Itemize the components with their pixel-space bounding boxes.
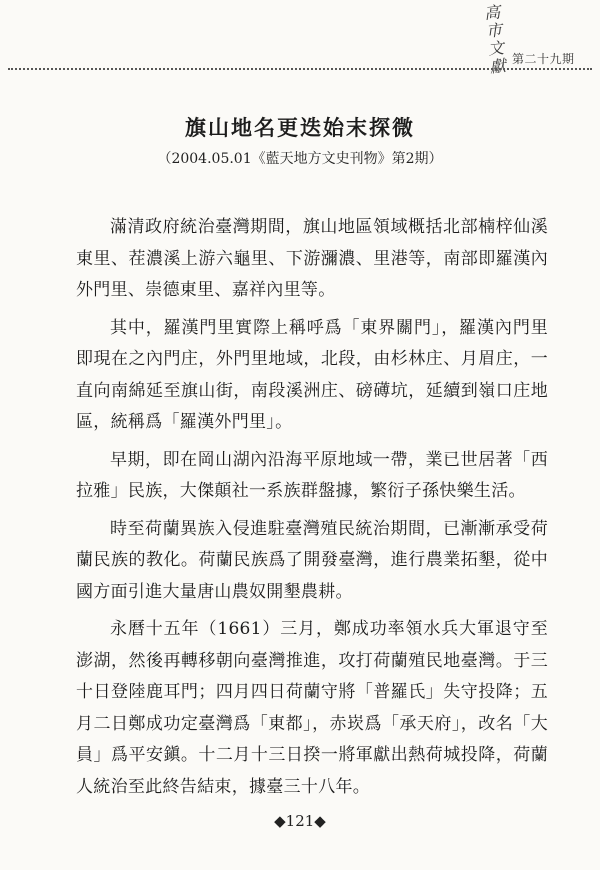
logo-char: 市	[485, 20, 503, 41]
logo-char: 文	[486, 38, 505, 59]
paragraph: 滿清政府統治臺灣期間，旗山地區領域概括北部楠梓仙溪東里、茬濃溪上游六龜里、下游瀰濃、里港等，南部即羅漢內外門里、崇德東里、嘉祥內里等。	[76, 217, 548, 300]
paragraph: 永曆十五年（1661）三月，鄭成功率領水兵大軍退守至澎湖，然後再轉移朝向臺灣推進，攻打荷蘭殖民地臺灣。于三十日登陸鹿耳門；四月四日荷蘭守將「普羅氏」失守投降；五月二日鄭成功定臺灣爲「東都」，赤崁爲「承天府」，改名「大員」爲平安鎭。十二月十三日揆一將軍獻出熱荷城投降，荷蘭人統治至此終告結束，據臺三十八年。	[76, 619, 548, 797]
paragraph: 時至荷蘭異族入侵進駐臺灣殖民統治期間，已漸漸承受荷蘭民族的教化。荷蘭民族爲了開發臺灣，進行農業拓墾，從中國方面引進大量唐山農奴開墾農耕。	[76, 518, 548, 602]
page-number: ◆121◆	[274, 812, 326, 830]
article-subtitle: （2004.05.01《藍天地方文史刊物》第2期）	[157, 151, 443, 167]
paragraph: 早期，即在岡山湖內沿海平原地域一帶，業已世居著「西拉雅」民族，大傑顛社一系族群盤據，繁衍子孫快樂生活。	[76, 449, 548, 501]
issue-label: 第二十九期	[512, 52, 575, 66]
header-dotted-rule	[8, 68, 592, 70]
logo-char: 獻	[488, 56, 507, 77]
article-body	[76, 212, 548, 809]
journal-logo	[478, 3, 511, 77]
paragraph: 其中，羅漢門里實際上稱呼爲「東界關門」，羅漢內門里即現在之內門庄，外門里地域，北段，由杉林庄、月眉庄，一直向南綿延至旗山街，南段溪洲庄、磅礡坑，延續到嶺口庄地區，統稱爲「羅漢外門里」。	[76, 317, 548, 432]
logo-char: 高	[483, 2, 502, 23]
article-title: 旗山地名更迭始末探微	[185, 115, 415, 140]
